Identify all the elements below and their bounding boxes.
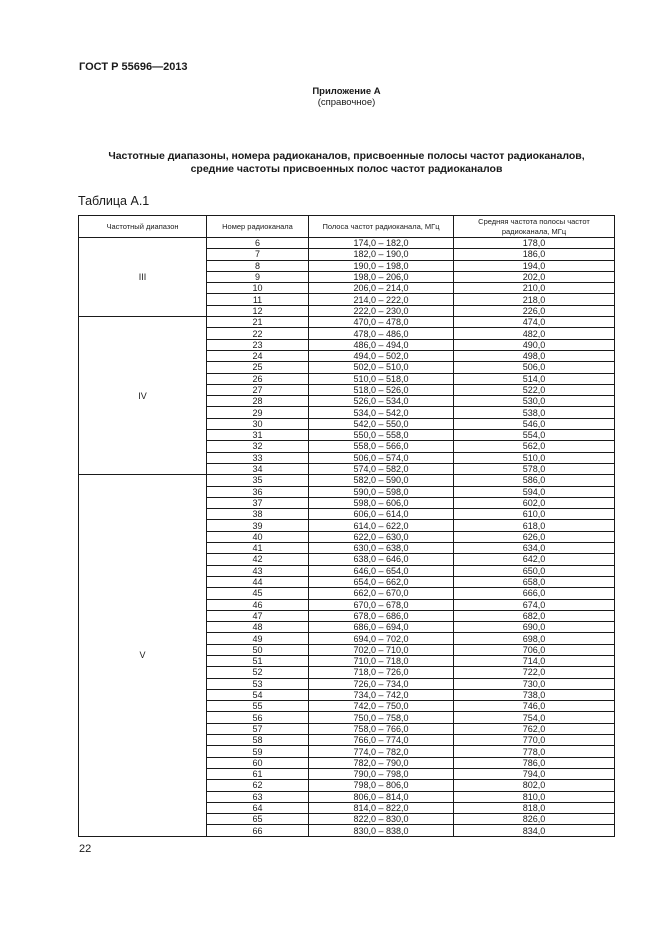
bandwidth-cell: 678,0 – 686,0 <box>309 610 454 621</box>
bandwidth-cell: 614,0 – 622,0 <box>309 520 454 531</box>
center-frequency-cell: 714,0 <box>454 655 615 666</box>
channel-number-cell: 12 <box>207 305 309 316</box>
bandwidth-cell: 734,0 – 742,0 <box>309 689 454 700</box>
center-frequency-cell: 562,0 <box>454 441 615 452</box>
channel-number-cell: 39 <box>207 520 309 531</box>
center-frequency-cell: 506,0 <box>454 362 615 373</box>
bandwidth-cell: 662,0 – 670,0 <box>309 588 454 599</box>
channel-number-cell: 34 <box>207 463 309 474</box>
channel-number-cell: 44 <box>207 576 309 587</box>
channel-number-cell: 9 <box>207 271 309 282</box>
center-frequency-cell: 578,0 <box>454 463 615 474</box>
center-frequency-cell: 650,0 <box>454 565 615 576</box>
channel-number-cell: 21 <box>207 317 309 328</box>
channel-number-cell: 27 <box>207 384 309 395</box>
center-frequency-cell: 818,0 <box>454 802 615 813</box>
bandwidth-cell: 606,0 – 614,0 <box>309 509 454 520</box>
center-frequency-cell: 690,0 <box>454 622 615 633</box>
bandwidth-cell: 806,0 – 814,0 <box>309 791 454 802</box>
bandwidth-cell: 694,0 – 702,0 <box>309 633 454 644</box>
channel-number-cell: 29 <box>207 407 309 418</box>
channel-number-cell: 38 <box>207 509 309 520</box>
center-frequency-cell: 626,0 <box>454 531 615 542</box>
channel-number-cell: 59 <box>207 746 309 757</box>
channel-number-cell: 31 <box>207 430 309 441</box>
channel-number-cell: 42 <box>207 554 309 565</box>
channel-number-cell: 61 <box>207 768 309 779</box>
channel-number-cell: 45 <box>207 588 309 599</box>
channel-number-cell: 8 <box>207 260 309 271</box>
bandwidth-cell: 798,0 – 806,0 <box>309 780 454 791</box>
channel-number-cell: 50 <box>207 644 309 655</box>
channel-number-cell: 49 <box>207 633 309 644</box>
channel-number-cell: 47 <box>207 610 309 621</box>
center-frequency-cell: 586,0 <box>454 475 615 486</box>
bandwidth-cell: 494,0 – 502,0 <box>309 350 454 361</box>
channel-number-cell: 11 <box>207 294 309 305</box>
channel-number-cell: 51 <box>207 655 309 666</box>
bandwidth-cell: 726,0 – 734,0 <box>309 678 454 689</box>
channel-number-cell: 26 <box>207 373 309 384</box>
channel-number-cell: 6 <box>207 238 309 249</box>
bandwidth-cell: 526,0 – 534,0 <box>309 396 454 407</box>
channel-number-cell: 54 <box>207 689 309 700</box>
page-number: 22 <box>79 843 92 855</box>
channel-number-cell: 37 <box>207 497 309 508</box>
table-header-row <box>79 216 615 238</box>
bandwidth-cell: 582,0 – 590,0 <box>309 475 454 486</box>
channel-number-cell: 25 <box>207 362 309 373</box>
bandwidth-cell: 182,0 – 190,0 <box>309 249 454 260</box>
center-frequency-cell: 834,0 <box>454 825 615 836</box>
bandwidth-cell: 830,0 – 838,0 <box>309 825 454 836</box>
center-frequency-cell: 826,0 <box>454 814 615 825</box>
center-frequency-cell: 178,0 <box>454 238 615 249</box>
table-body <box>79 238 615 837</box>
channel-number-cell: 7 <box>207 249 309 260</box>
center-frequency-cell: 786,0 <box>454 757 615 768</box>
center-frequency-cell: 634,0 <box>454 543 615 554</box>
bandwidth-cell: 686,0 – 694,0 <box>309 622 454 633</box>
column-header-bandwidth: Полоса частот радиоканала, МГц <box>309 216 454 238</box>
bandwidth-cell: 214,0 – 222,0 <box>309 294 454 305</box>
bandwidth-cell: 758,0 – 766,0 <box>309 723 454 734</box>
table-row <box>79 317 615 328</box>
bandwidth-cell: 558,0 – 566,0 <box>309 441 454 452</box>
channel-number-cell: 65 <box>207 814 309 825</box>
bandwidth-cell: 550,0 – 558,0 <box>309 430 454 441</box>
center-frequency-cell: 226,0 <box>454 305 615 316</box>
channel-number-cell: 30 <box>207 418 309 429</box>
annex-subtitle: (справочное) <box>317 97 376 108</box>
center-frequency-cell: 186,0 <box>454 249 615 260</box>
channel-number-cell: 57 <box>207 723 309 734</box>
bandwidth-cell: 198,0 – 206,0 <box>309 271 454 282</box>
channel-number-cell: 63 <box>207 791 309 802</box>
center-frequency-cell: 674,0 <box>454 599 615 610</box>
channel-number-cell: 22 <box>207 328 309 339</box>
bandwidth-cell: 670,0 – 678,0 <box>309 599 454 610</box>
center-frequency-cell: 538,0 <box>454 407 615 418</box>
center-frequency-cell: 754,0 <box>454 712 615 723</box>
center-frequency-cell: 658,0 <box>454 576 615 587</box>
channel-number-cell: 48 <box>207 622 309 633</box>
center-frequency-cell: 730,0 <box>454 678 615 689</box>
bandwidth-cell: 506,0 – 574,0 <box>309 452 454 463</box>
channel-number-cell: 41 <box>207 543 309 554</box>
bandwidth-cell: 598,0 – 606,0 <box>309 497 454 508</box>
band-cell: IV <box>79 317 207 475</box>
center-frequency-cell: 746,0 <box>454 701 615 712</box>
frequency-table <box>78 215 615 837</box>
center-frequency-cell: 698,0 <box>454 633 615 644</box>
channel-number-cell: 53 <box>207 678 309 689</box>
center-frequency-cell: 510,0 <box>454 452 615 463</box>
annex-heading <box>0 86 661 108</box>
table-row <box>79 238 615 249</box>
center-frequency-cell: 682,0 <box>454 610 615 621</box>
band-cell: III <box>79 238 207 317</box>
center-frequency-cell: 642,0 <box>454 554 615 565</box>
bandwidth-cell: 190,0 – 198,0 <box>309 260 454 271</box>
bandwidth-cell: 470,0 – 478,0 <box>309 317 454 328</box>
center-frequency-cell: 522,0 <box>454 384 615 395</box>
bandwidth-cell: 542,0 – 550,0 <box>309 418 454 429</box>
channel-number-cell: 36 <box>207 486 309 497</box>
center-frequency-cell: 514,0 <box>454 373 615 384</box>
channel-number-cell: 33 <box>207 452 309 463</box>
center-frequency-cell: 218,0 <box>454 294 615 305</box>
bandwidth-cell: 478,0 – 486,0 <box>309 328 454 339</box>
center-frequency-cell: 778,0 <box>454 746 615 757</box>
channel-number-cell: 32 <box>207 441 309 452</box>
center-frequency-cell: 210,0 <box>454 283 615 294</box>
bandwidth-cell: 822,0 – 830,0 <box>309 814 454 825</box>
channel-number-cell: 10 <box>207 283 309 294</box>
bandwidth-cell: 766,0 – 774,0 <box>309 735 454 746</box>
table-row <box>79 475 615 486</box>
bandwidth-cell: 638,0 – 646,0 <box>309 554 454 565</box>
center-frequency-cell: 618,0 <box>454 520 615 531</box>
section-heading-line-1: Частотные диапазоны, номера радиоканалов, присвоенные полосы частот радиоканалов, <box>108 150 585 162</box>
center-frequency-cell: 738,0 <box>454 689 615 700</box>
channel-number-cell: 43 <box>207 565 309 576</box>
channel-number-cell: 64 <box>207 802 309 813</box>
section-heading <box>79 150 614 176</box>
bandwidth-cell: 654,0 – 662,0 <box>309 576 454 587</box>
channel-number-cell: 66 <box>207 825 309 836</box>
column-header-band: Частотный диапазон <box>79 216 207 238</box>
channel-number-cell: 46 <box>207 599 309 610</box>
bandwidth-cell: 814,0 – 822,0 <box>309 802 454 813</box>
bandwidth-cell: 646,0 – 654,0 <box>309 565 454 576</box>
bandwidth-cell: 510,0 – 518,0 <box>309 373 454 384</box>
bandwidth-cell: 630,0 – 638,0 <box>309 543 454 554</box>
channel-number-cell: 35 <box>207 475 309 486</box>
channel-number-cell: 55 <box>207 701 309 712</box>
center-frequency-cell: 202,0 <box>454 271 615 282</box>
bandwidth-cell: 718,0 – 726,0 <box>309 667 454 678</box>
center-frequency-cell: 602,0 <box>454 497 615 508</box>
channel-number-cell: 28 <box>207 396 309 407</box>
bandwidth-cell: 502,0 – 510,0 <box>309 362 454 373</box>
channel-number-cell: 62 <box>207 780 309 791</box>
channel-number-cell: 24 <box>207 350 309 361</box>
center-frequency-cell: 474,0 <box>454 317 615 328</box>
center-frequency-cell: 554,0 <box>454 430 615 441</box>
table-caption: Таблица А.1 <box>78 194 150 208</box>
bandwidth-cell: 574,0 – 582,0 <box>309 463 454 474</box>
bandwidth-cell: 702,0 – 710,0 <box>309 644 454 655</box>
bandwidth-cell: 710,0 – 718,0 <box>309 655 454 666</box>
center-frequency-cell: 722,0 <box>454 667 615 678</box>
center-frequency-cell: 794,0 <box>454 768 615 779</box>
channel-number-cell: 56 <box>207 712 309 723</box>
channel-number-cell: 40 <box>207 531 309 542</box>
bandwidth-cell: 486,0 – 494,0 <box>309 339 454 350</box>
bandwidth-cell: 790,0 – 798,0 <box>309 768 454 779</box>
center-frequency-cell: 490,0 <box>454 339 615 350</box>
center-frequency-cell: 530,0 <box>454 396 615 407</box>
document-standard-number: ГОСТ Р 55696—2013 <box>79 61 188 73</box>
bandwidth-cell: 534,0 – 542,0 <box>309 407 454 418</box>
center-frequency-cell: 706,0 <box>454 644 615 655</box>
column-header-center-frequency: Средняя частота полосы частот радиоканала, МГц <box>454 216 615 238</box>
center-frequency-cell: 498,0 <box>454 350 615 361</box>
bandwidth-cell: 742,0 – 750,0 <box>309 701 454 712</box>
center-frequency-cell: 594,0 <box>454 486 615 497</box>
center-frequency-cell: 666,0 <box>454 588 615 599</box>
center-frequency-cell: 610,0 <box>454 509 615 520</box>
bandwidth-cell: 206,0 – 214,0 <box>309 283 454 294</box>
band-cell: V <box>79 475 207 837</box>
center-frequency-cell: 762,0 <box>454 723 615 734</box>
center-frequency-cell: 802,0 <box>454 780 615 791</box>
channel-number-cell: 52 <box>207 667 309 678</box>
bandwidth-cell: 622,0 – 630,0 <box>309 531 454 542</box>
channel-number-cell: 60 <box>207 757 309 768</box>
bandwidth-cell: 222,0 – 230,0 <box>309 305 454 316</box>
center-frequency-cell: 194,0 <box>454 260 615 271</box>
channel-number-cell: 23 <box>207 339 309 350</box>
bandwidth-cell: 518,0 – 526,0 <box>309 384 454 395</box>
bandwidth-cell: 782,0 – 790,0 <box>309 757 454 768</box>
bandwidth-cell: 750,0 – 758,0 <box>309 712 454 723</box>
bandwidth-cell: 590,0 – 598,0 <box>309 486 454 497</box>
center-frequency-cell: 546,0 <box>454 418 615 429</box>
bandwidth-cell: 174,0 – 182,0 <box>309 238 454 249</box>
column-header-channel: Номер радиоканала <box>207 216 309 238</box>
annex-title: Приложение А <box>312 86 381 97</box>
center-frequency-cell: 810,0 <box>454 791 615 802</box>
center-frequency-cell: 770,0 <box>454 735 615 746</box>
channel-number-cell: 58 <box>207 735 309 746</box>
section-heading-line-2: средние частоты присвоенных полос частот радиоканалов <box>190 163 503 175</box>
bandwidth-cell: 774,0 – 782,0 <box>309 746 454 757</box>
center-frequency-cell: 482,0 <box>454 328 615 339</box>
